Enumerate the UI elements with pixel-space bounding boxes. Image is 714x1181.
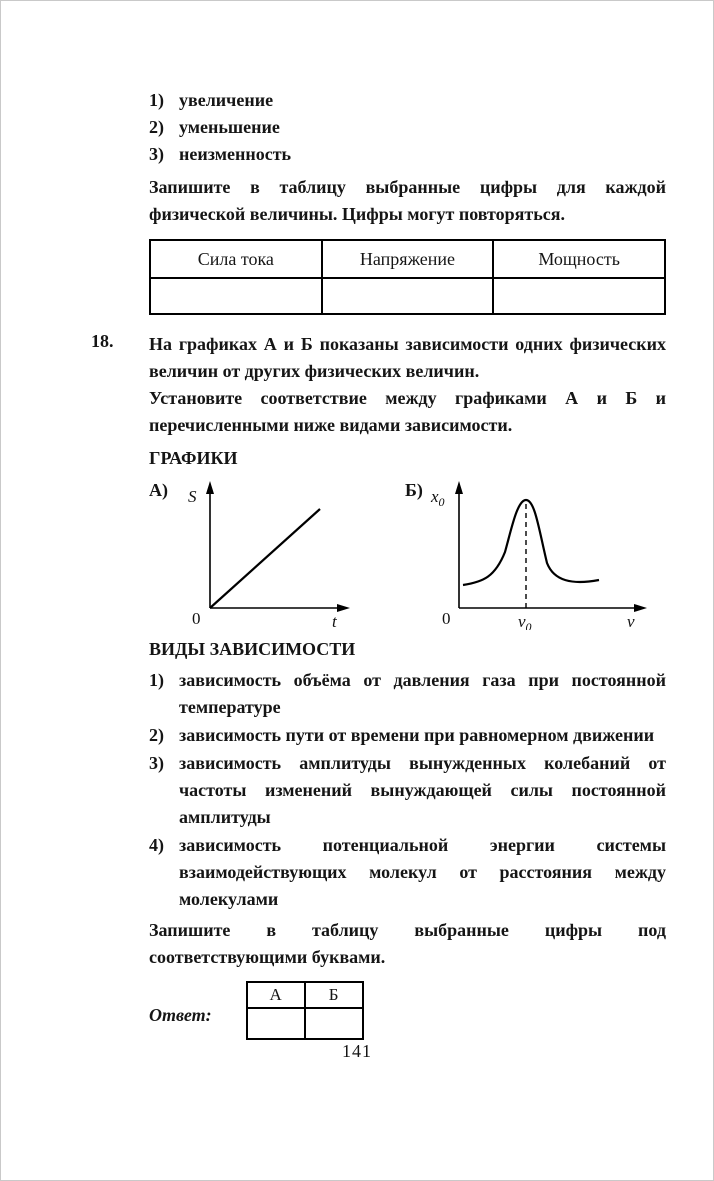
list-item-text: зависимость амплитуды вынужденных колебаний от частоты изменений вынуждающей силы постоянной амплитуды <box>179 753 666 827</box>
answer-table-empty-cell <box>247 1008 305 1039</box>
problem-paragraph: Установите соответствие между графиками А и Б и перечисленными ниже видами зависимости. <box>149 388 666 435</box>
list-item-number: 4) <box>149 835 164 855</box>
list-item-text: зависимость объёма от давления газа при постоянной температуре <box>179 670 666 717</box>
list-item-text: неизменность <box>179 144 292 164</box>
values-table-answer-row <box>150 278 665 314</box>
y-axis-label: S <box>188 487 197 506</box>
graphs-block <box>149 478 666 630</box>
page-number: 141 <box>342 1041 372 1061</box>
intro-instruction-text: Запишите в таблицу выбранные цифры для каждой физической величины. Цифры могут повторяться. <box>149 177 666 224</box>
resonance-curve <box>463 500 599 585</box>
answer-table-header-cell: Б <box>305 982 363 1008</box>
list-item <box>149 832 666 913</box>
list-item-number: 2) <box>149 117 164 137</box>
values-table-empty-cell <box>322 278 494 314</box>
y-axis-arrow-icon <box>206 481 214 494</box>
graph-a-label: А) <box>149 480 168 500</box>
types-heading: ВИДЫ ЗАВИСИМОСТИ <box>149 639 356 659</box>
list-item <box>149 114 666 141</box>
values-table-header-row <box>150 240 665 278</box>
list-item <box>149 87 666 114</box>
x-axis-label: ν <box>626 612 635 630</box>
graph-b-label: Б) <box>405 480 423 500</box>
values-table-header-cell: Мощность <box>493 240 665 278</box>
origin-label: 0 <box>441 609 451 628</box>
list-item-number: 1) <box>149 90 164 110</box>
list-item-text: увеличение <box>179 90 274 110</box>
origin-label: 0 <box>192 609 201 628</box>
intro-options-list <box>149 87 666 168</box>
answer-table-header-cell: А <box>247 982 305 1008</box>
answer-table <box>246 981 364 1040</box>
answer-table-empty-cell <box>305 1008 363 1039</box>
list-item-number: 3) <box>149 144 164 164</box>
list-item-number: 3) <box>149 753 164 773</box>
list-item <box>149 667 666 721</box>
graph-b <box>405 478 655 630</box>
graph-b-figure <box>427 478 655 630</box>
values-table <box>149 239 666 315</box>
list-item-number: 2) <box>149 725 164 745</box>
answer-label: Ответ: <box>149 1005 212 1025</box>
x-axis-arrow-icon <box>337 604 350 612</box>
list-item-text: зависимость пути от времени при равномерном движении <box>179 725 655 745</box>
graphs-heading: ГРАФИКИ <box>149 448 238 468</box>
page-content <box>91 87 666 1040</box>
peak-frequency-label: $\nu_0$ <box>517 612 532 630</box>
list-item <box>149 722 666 749</box>
values-table-header-cell: Сила тока <box>150 240 322 278</box>
values-table-header-cell: Напряжение <box>322 240 494 278</box>
x-axis-arrow-icon <box>634 604 647 612</box>
list-item <box>149 141 666 168</box>
graph-a <box>149 478 357 630</box>
problem-18 <box>91 331 666 1040</box>
types-list <box>149 667 666 913</box>
final-instruction-text: Запишите в таблицу выбранные цифры под соответствующими буквами. <box>149 920 666 967</box>
values-table-empty-cell <box>493 278 665 314</box>
answer-table-header-row <box>247 982 363 1008</box>
x-axis-label: t <box>332 612 337 630</box>
y-axis-arrow-icon <box>455 481 463 494</box>
problem-paragraph: На графиках А и Б показаны зависимости одних физических величин от других физических величин. <box>149 334 666 381</box>
answer-table-answer-row <box>247 1008 363 1039</box>
values-table-empty-cell <box>150 278 322 314</box>
list-item <box>149 750 666 831</box>
answer-block <box>149 981 666 1040</box>
graph-a-figure <box>172 478 357 630</box>
linear-plot-line <box>210 509 320 608</box>
list-item-text: уменьшение <box>179 117 280 137</box>
list-item-number: 1) <box>149 670 164 690</box>
problem-number: 18. <box>91 331 114 351</box>
list-item-text: зависимость потенциальной энергии системы взаимодействующих молекул от расстояния между молекулами <box>179 835 666 909</box>
y-axis-label: $x_0$ <box>430 487 445 509</box>
